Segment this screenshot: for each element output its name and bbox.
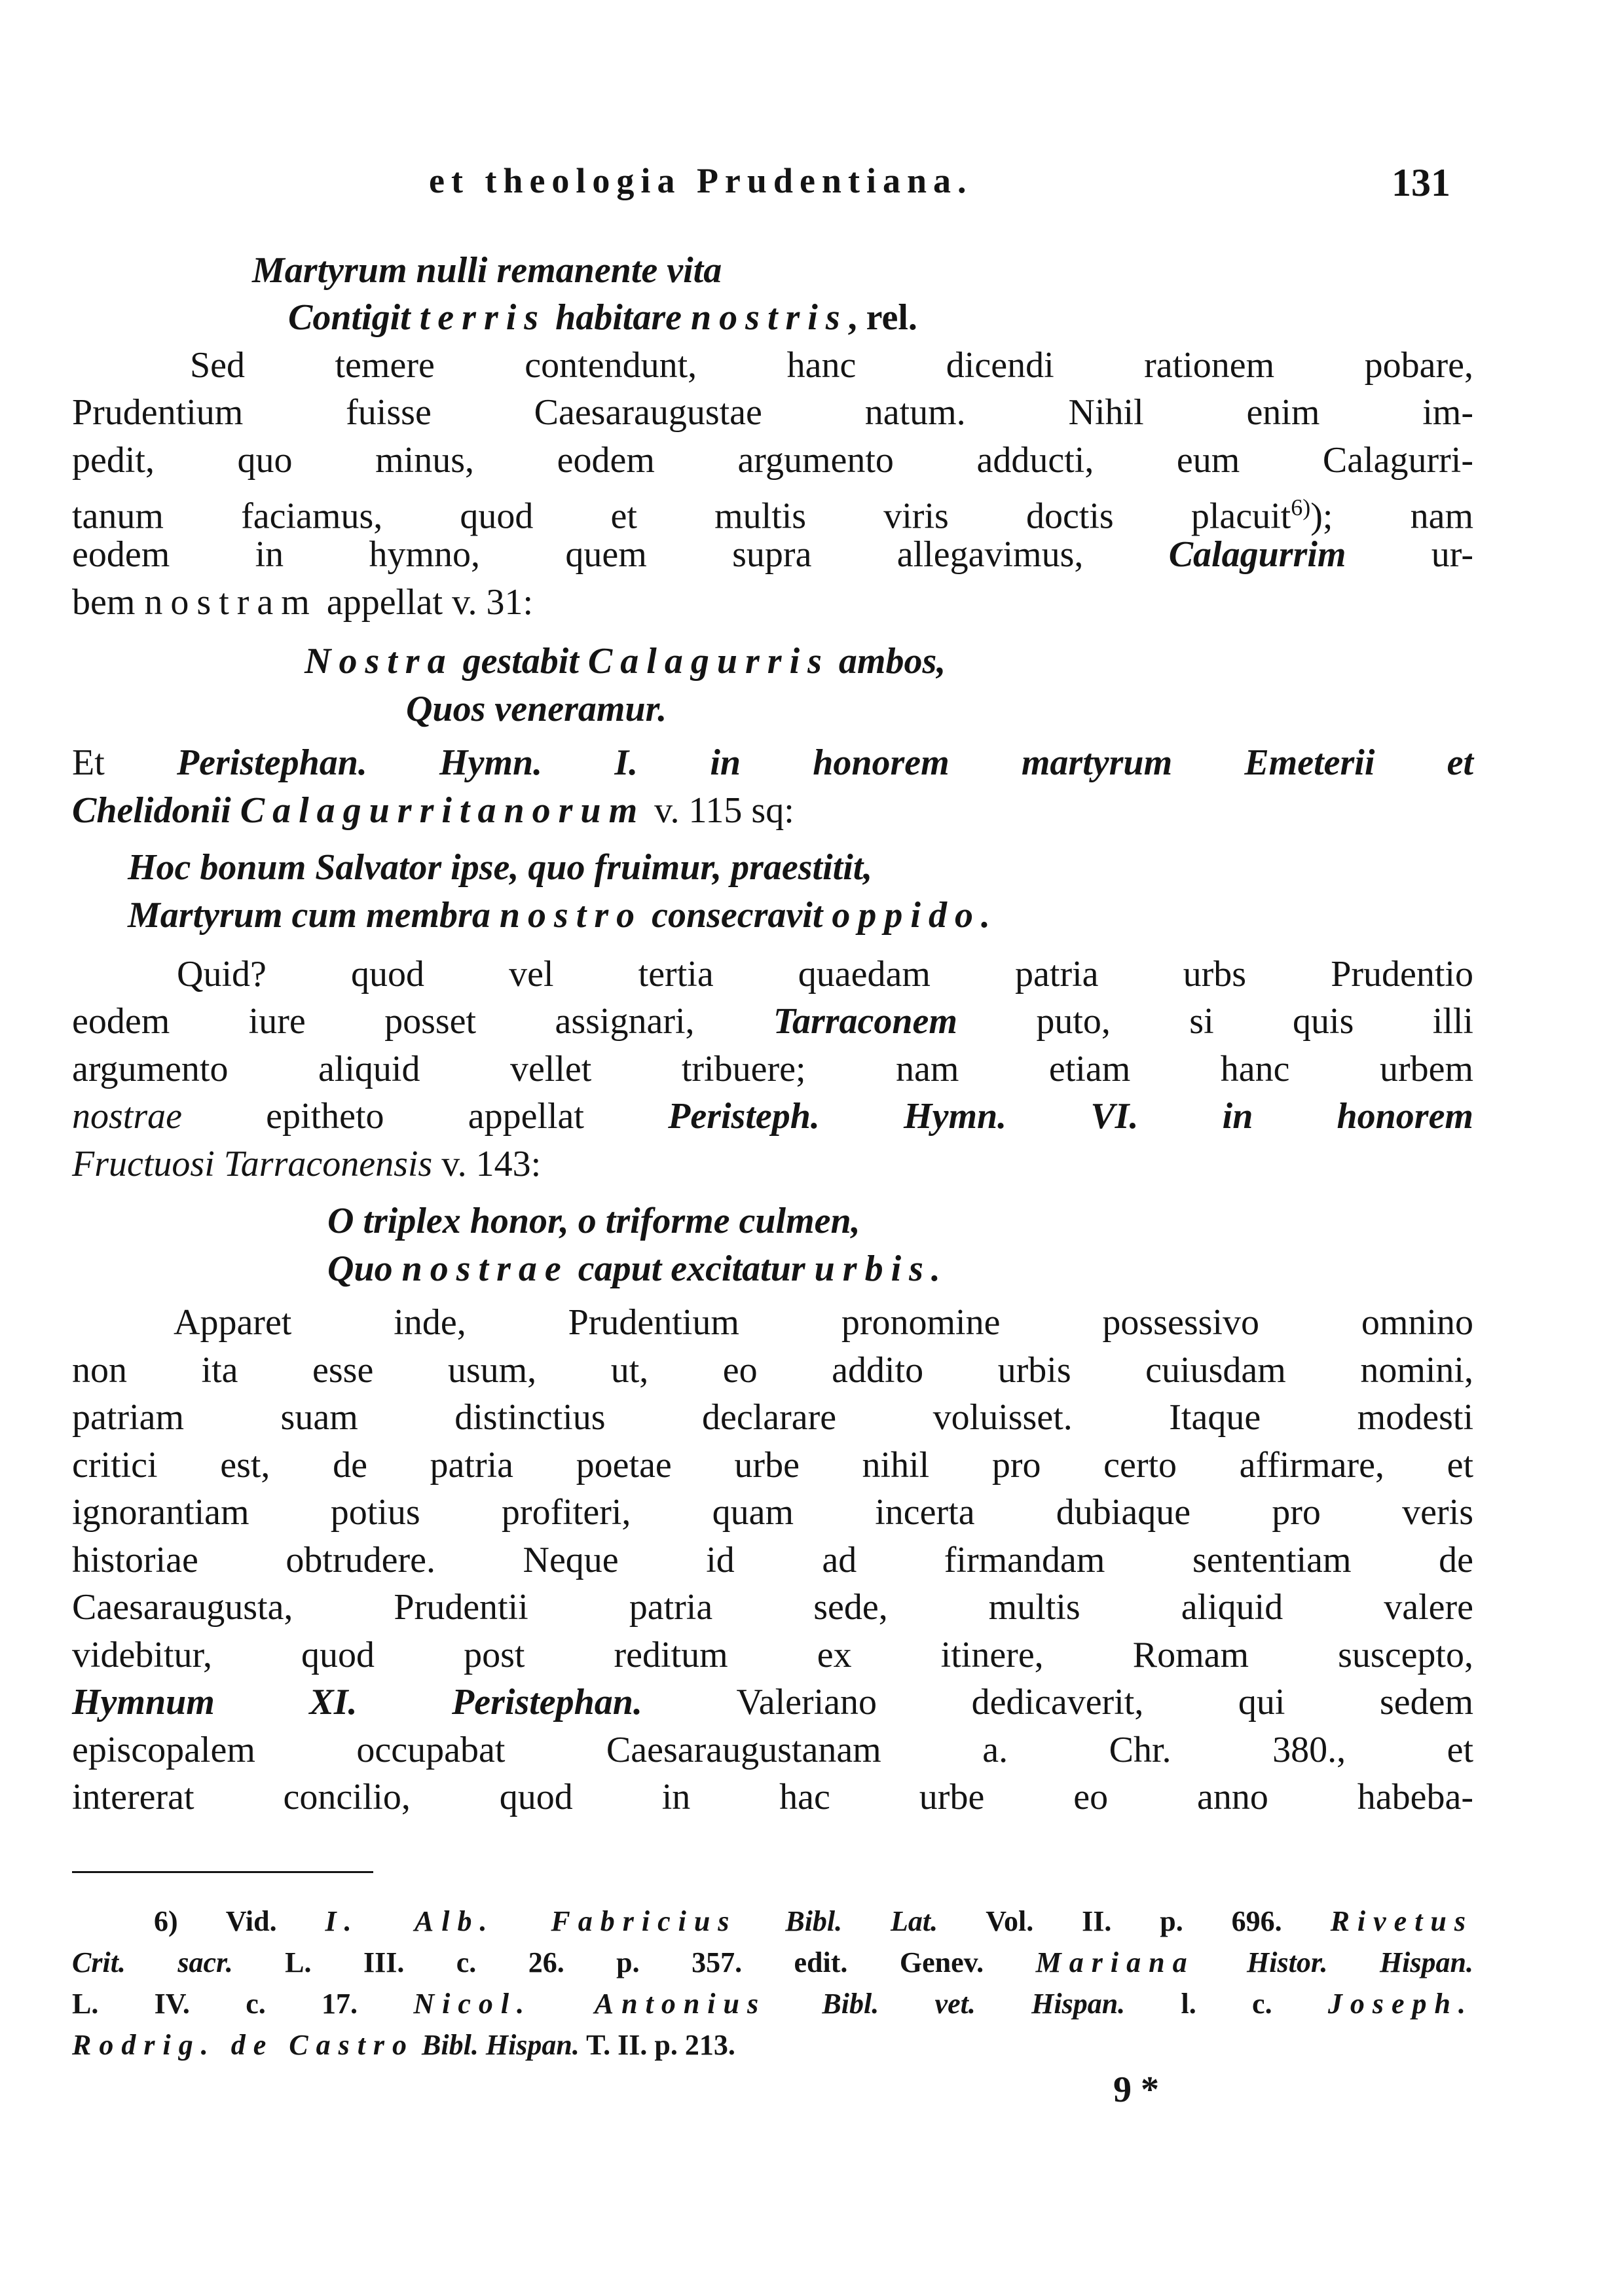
text-line: eodem in hymno, quem supra allegavimus, Calagurrim ur- bbox=[72, 534, 1473, 575]
footnote-line: Rodrig. de Castro Bibl. Hispan. T. II. p. 213. bbox=[72, 2029, 735, 2061]
text-line: Quid? quod vel tertia quaedam patria urbs Prudentio bbox=[177, 954, 1473, 994]
text-line: historiae obtrudere. Neque id ad firmandam sententiam de bbox=[72, 1540, 1473, 1580]
verse-line: Quo nostrae caput excitatur urbis. bbox=[327, 1248, 948, 1289]
text-line: Caesaraugusta, Prudentii patria sede, multis aliquid valere bbox=[72, 1587, 1473, 1628]
footnote-line: 6) Vid. I. Alb. Fabricius Bibl. Lat. Vol. II. p. 696. Rivetus bbox=[154, 1905, 1474, 1937]
text-line: Fructuosi Tarraconensis v. 143: bbox=[72, 1144, 542, 1184]
verse-line: Nostra gestabit Calagurris ambos, bbox=[304, 641, 946, 682]
text-line: non ita esse usum, ut, eo addito urbis cuiusdam nomini, bbox=[72, 1350, 1473, 1391]
verse-line: O triplex honor, o triforme culmen, bbox=[327, 1201, 860, 1241]
footnote-line: L. IV. c. 17. Nicol. Antonius Bibl. vet. Hispan. l. c. Joseph. bbox=[72, 1988, 1473, 2020]
verse-line: Martyrum cum membra nostro consecravit oppido. bbox=[128, 895, 998, 936]
footnote-rule bbox=[72, 1871, 373, 1873]
text-line: patriam suam distinctius declarare voluisset. Itaque modesti bbox=[72, 1397, 1473, 1438]
signature-mark: 9 * bbox=[1113, 2069, 1159, 2110]
text-line: ignorantiam potius profiteri, quam incerta dubiaque pro veris bbox=[72, 1492, 1473, 1533]
text-line: bem nostram appellat v. 31: bbox=[72, 582, 534, 623]
text-line: eodem iure posset assignari, Tarraconem puto, si quis illi bbox=[72, 1001, 1473, 1042]
text-line: Apparet inde, Prudentium pronomine possessivo omnino bbox=[174, 1302, 1473, 1343]
verse-line: Hoc bonum Salvator ipse, quo fruimur, praestitit, bbox=[128, 847, 873, 888]
text-line: nostrae epitheto appellat Peristeph. Hymn. VI. in honorem bbox=[72, 1096, 1473, 1137]
text-line: Et Peristephan. Hymn. I. in honorem martyrum Emeterii et bbox=[72, 742, 1473, 783]
running-header: et theologia Prudentiana. bbox=[429, 161, 973, 200]
page-number: 131 bbox=[1392, 161, 1450, 204]
text-line: Hymnum XI. Peristephan. Valeriano dedicaverit, qui sedem bbox=[72, 1682, 1474, 1722]
text-line: Prudentium fuisse Caesaraugustae natum. Nihil enim im- bbox=[72, 392, 1473, 433]
verse-line: Quos veneramur. bbox=[406, 689, 667, 729]
verse-line: Contigit terris habitare nostris, rel. bbox=[288, 297, 917, 338]
footnote-ref: 6) bbox=[1291, 494, 1311, 520]
text-line: episcopalem occupabat Caesaraugustanam a. Chr. 380., et bbox=[72, 1730, 1473, 1770]
footnote-line: Crit. sacr. L. III. c. 26. p. 357. edit. Genev. Mariana Histor. Hispan. bbox=[72, 1946, 1473, 1978]
text-line: tanum faciamus, quod et multis viris doctis placuit$^{6)}$); nam bbox=[72, 494, 1473, 537]
text-line: argumento aliquid vellet tribuere; nam etiam hanc urbem bbox=[72, 1049, 1473, 1089]
text-line: intererat concilio, quod in hac urbe eo anno habeba- bbox=[72, 1777, 1473, 1817]
text-line: critici est, de patria poetae urbe nihil pro certo affirmare, et bbox=[72, 1445, 1473, 1485]
text-line: Sed temere contendunt, hanc dicendi rationem pobare, bbox=[190, 345, 1473, 386]
verse-line: Martyrum nulli remanente vita bbox=[252, 250, 722, 291]
text-line: pedit, quo minus, eodem argumento adducti, eum Calagurri- bbox=[72, 440, 1473, 481]
text-line: videbitur, quod post reditum ex itinere, Romam suscepto, bbox=[72, 1635, 1473, 1675]
text-line: Chelidonii Calagurritanorum v. 115 sq: bbox=[72, 790, 794, 831]
